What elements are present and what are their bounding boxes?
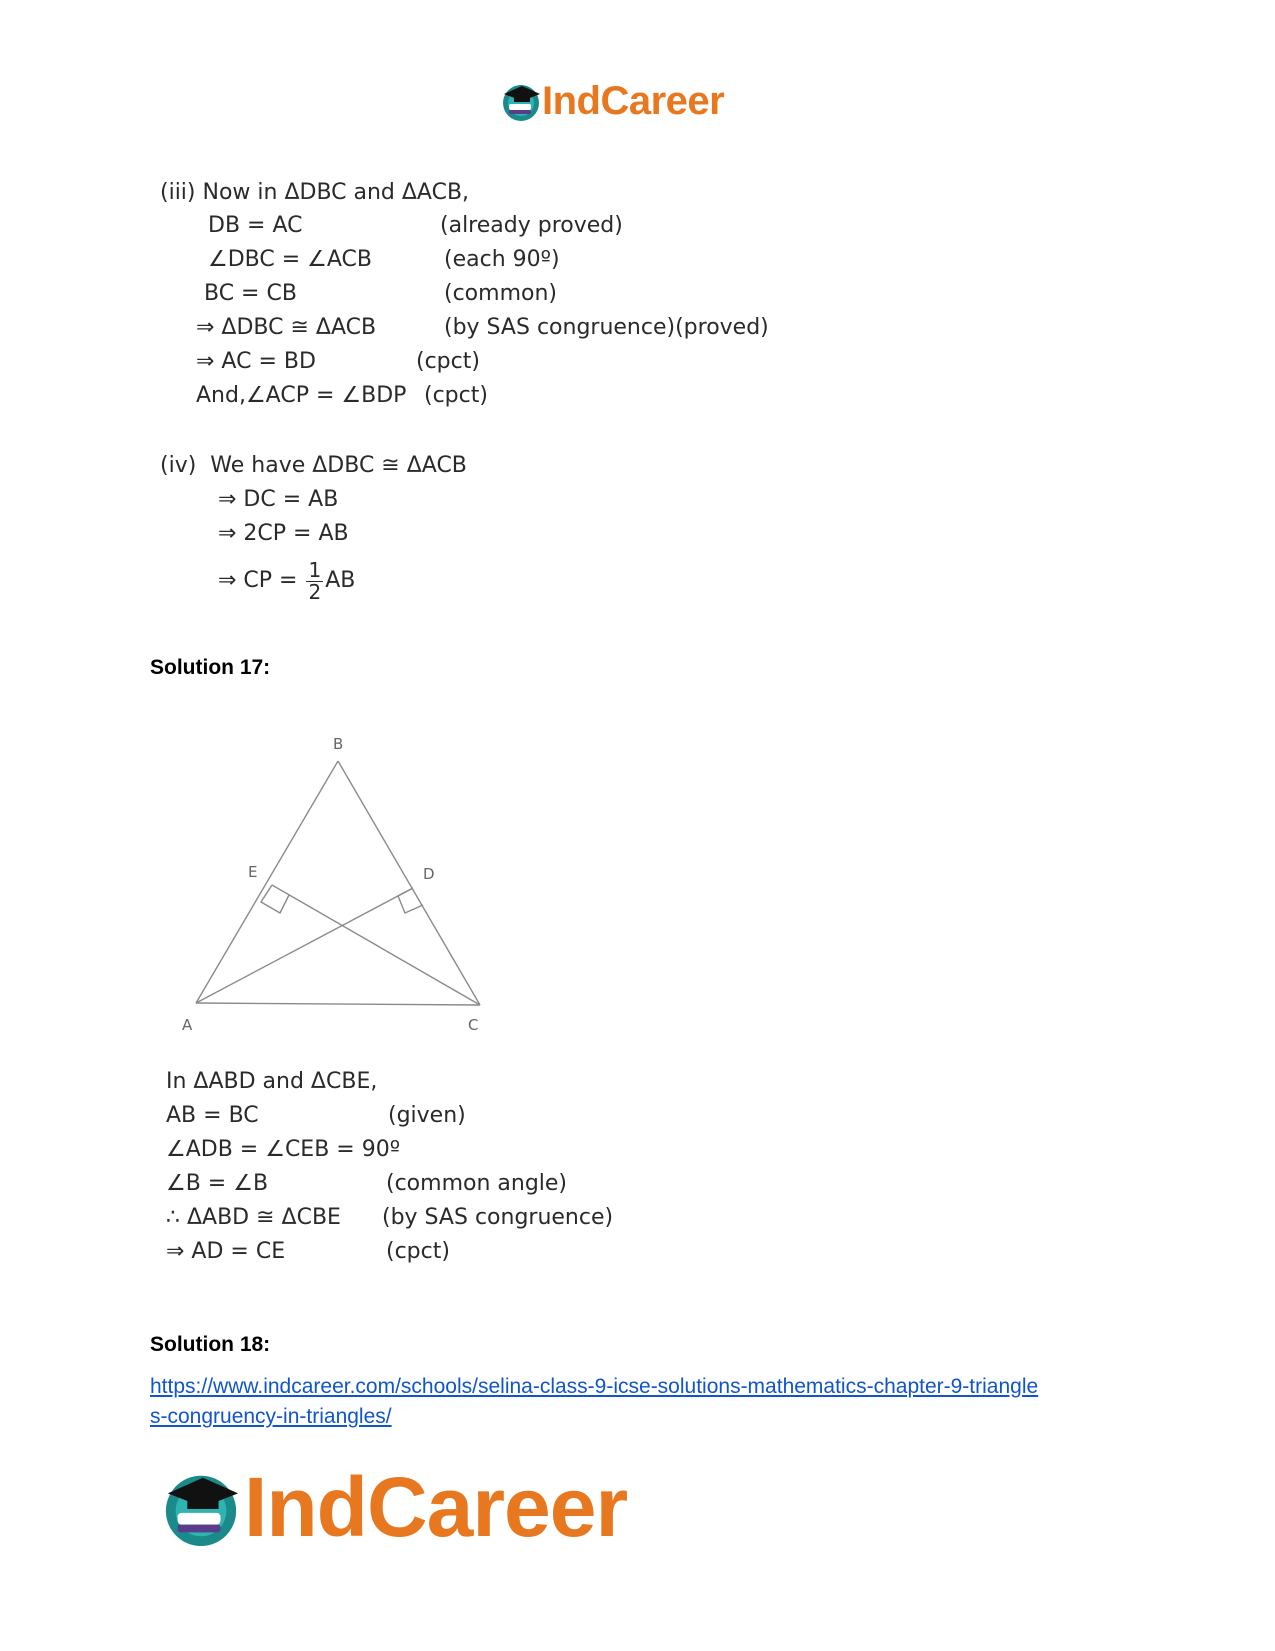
sol17-reason-2: (given) <box>388 1103 466 1128</box>
header-logo-text: IndCareer <box>542 79 725 123</box>
part-iii-reason-4: (common) <box>444 281 557 306</box>
side-ab <box>196 761 338 1003</box>
part-iii-line-3: ∠DBC = ∠ACB <box>208 247 372 272</box>
label-a: A <box>182 1016 193 1034</box>
part-iv-line-1: (iv) We have ΔDBC ≅ ΔACB <box>160 453 467 478</box>
part-iii-line-7: And,∠ACP = ∠BDP <box>196 383 407 408</box>
triangle-figure <box>170 725 510 1045</box>
header-logo <box>500 78 724 124</box>
sol17-reason-5: (by SAS congruence) <box>382 1205 614 1230</box>
side-bc <box>338 761 480 1005</box>
sol17-line-4: ∠B = ∠B <box>166 1171 269 1196</box>
sol17-line-3: ∠ADB = ∠CEB = 90º <box>166 1137 401 1162</box>
label-d: D <box>423 865 435 883</box>
part-iii-reason-5: (by SAS congruence)(proved) <box>444 315 769 340</box>
part-iii-line-5: ⇒ ΔDBC ≅ ΔACB <box>196 315 377 340</box>
side-ac <box>196 1003 480 1005</box>
altitude-ce <box>272 885 480 1005</box>
part-iv-line-4 <box>218 556 355 606</box>
part-iii-line-4: BC = CB <box>204 281 297 306</box>
part-iii-line-6: ⇒ AC = BD <box>196 349 316 374</box>
label-c: C <box>468 1016 479 1034</box>
part-iii-line-1: (iii) Now in ΔDBC and ΔACB, <box>160 180 470 205</box>
part-iv-line-2: ⇒ DC = AB <box>218 487 339 512</box>
sol17-line-1: In ΔABD and ΔCBE, <box>166 1069 378 1094</box>
part-iv-suffix: AB <box>325 568 356 593</box>
part-iii-reason-2: (already proved) <box>440 213 623 238</box>
part-iii-line-2: DB = AC <box>208 213 303 238</box>
part-iii-reason-7: (cpct) <box>424 383 488 408</box>
graduation-cap-icon <box>500 80 542 122</box>
sol17-reason-4: (common angle) <box>386 1171 568 1196</box>
label-e: E <box>248 863 258 881</box>
footer-logo-text: IndCareer <box>244 1460 628 1554</box>
solution-17-heading: Solution 17: <box>150 656 271 679</box>
footer-logo <box>160 1462 627 1552</box>
part-iv-prefix: ⇒ CP = <box>218 568 298 593</box>
sol17-line-5: ∴ ΔABD ≅ ΔCBE <box>166 1205 341 1230</box>
part-iii-reason-6: (cpct) <box>416 349 480 374</box>
part-iv-line-3: ⇒ 2CP = AB <box>218 521 349 546</box>
sol17-reason-6: (cpct) <box>386 1239 450 1264</box>
solution-18-heading: Solution 18: <box>150 1333 271 1356</box>
label-b: B <box>333 735 344 753</box>
solution-link-line-2[interactable]: s-congruency-in-triangles/ <box>150 1405 392 1428</box>
sol17-line-6: ⇒ AD = CE <box>166 1239 286 1264</box>
fraction <box>306 557 323 604</box>
altitude-ad <box>196 888 413 1003</box>
right-angle-mark-e <box>261 885 289 913</box>
solution-link-line-1[interactable]: https://www.indcareer.com/schools/selina-class-9-icse-solutions-mathematics-chapter-9-triangle <box>150 1375 1039 1398</box>
sol17-line-2: AB = BC <box>166 1103 259 1128</box>
graduation-cap-icon <box>160 1466 242 1548</box>
fraction-denominator: 2 <box>308 579 322 604</box>
part-iii-reason-3: (each 90º) <box>444 247 560 272</box>
fraction-numerator: 1 <box>308 557 322 582</box>
